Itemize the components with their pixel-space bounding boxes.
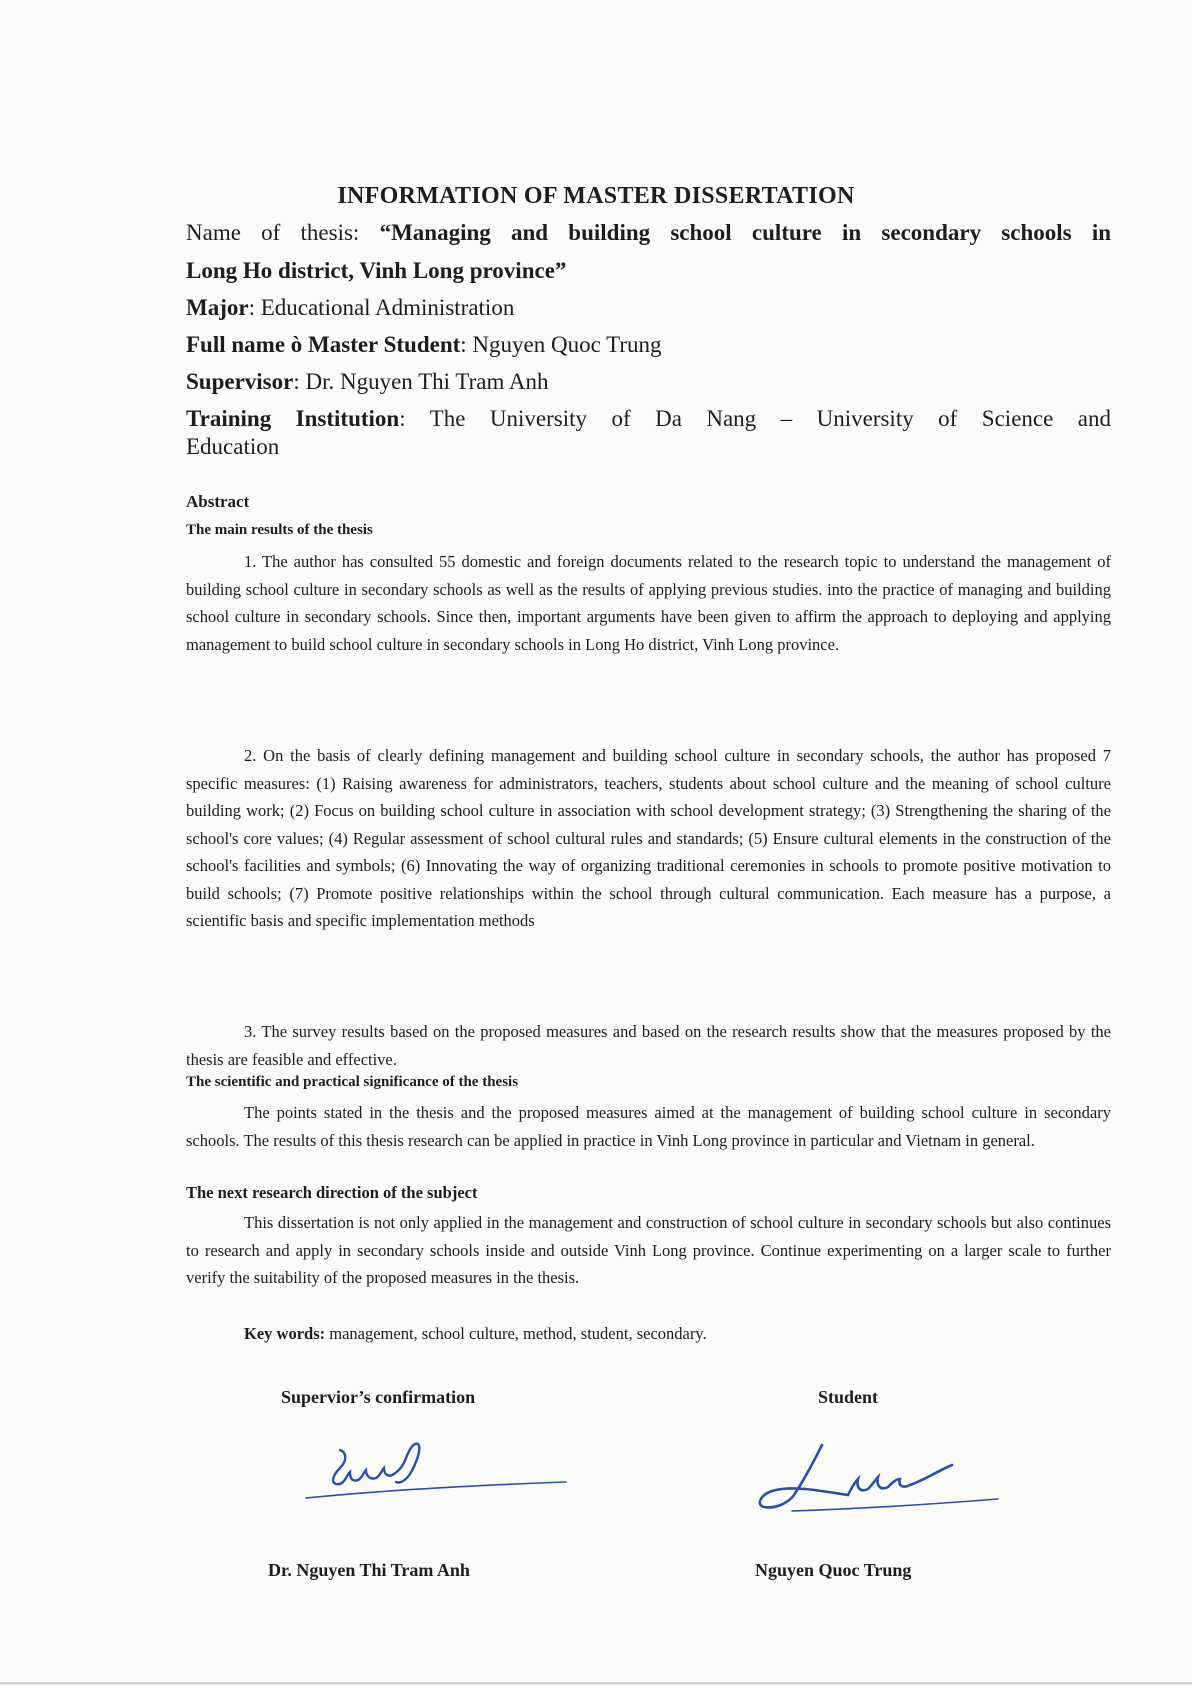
institution-continued: Education: [186, 434, 280, 459]
student-value: : Nguyen Quoc Trung: [460, 332, 662, 357]
thesis-name-continued: Long Ho district, Vinh Long province”: [186, 258, 567, 283]
student-line: [186, 332, 1111, 358]
thesis-name-line: [186, 220, 1111, 246]
major-value: : Educational Administration: [248, 295, 515, 320]
significance-paragraph: The points stated in the thesis and the proposed measures aimed at the management of building school culture in secondary schools. The results of this thesis research can be applied in practice in Vinh Long province in particular and Vietnam in general.: [186, 1103, 1111, 1150]
keywords-line: [186, 1320, 1111, 1348]
document-title: INFORMATION OF MASTER DISSERTATION: [337, 183, 855, 209]
student-heading: Student: [818, 1387, 879, 1407]
keywords-label: Key words:: [244, 1324, 326, 1343]
supervisor-signature-icon: [276, 1438, 576, 1528]
supervisor-name: Dr. Nguyen Thi Tram Anh: [268, 1560, 470, 1580]
student-label: Full name ò Master Student: [186, 332, 461, 357]
supervisor-value: : Dr. Nguyen Thi Tram Anh: [293, 369, 549, 394]
significance-heading: The scientific and practical significance of the thesis: [186, 1074, 519, 1090]
major-label: Major: [186, 295, 249, 320]
student-name: Nguyen Quoc Trung: [755, 1560, 912, 1580]
result-paragraph-3: 3. The survey results based on the proposed measures and based on the research results show that the measures proposed by the thesis are feasible and effective.: [186, 1022, 1111, 1069]
institution-line: [186, 406, 1111, 432]
supervisor-label: Supervisor: [186, 369, 294, 394]
supervisor-confirmation-heading: Supervior’s confirmation: [281, 1387, 476, 1407]
next-direction-paragraph: This dissertation is not only applied in the management and construction of school culture in secondary schools but also continues to research and apply in secondary schools inside and outside Vinh Long province. Continue experimenting on a larger scale to further verify the suitability of the proposed measures in the thesis.: [186, 1213, 1111, 1287]
supervisor-line: [186, 369, 1111, 395]
next-direction-heading: The next research direction of the subject: [186, 1183, 478, 1202]
student-signature-icon: [752, 1435, 1022, 1535]
result-paragraph-1: 1. The author has consulted 55 domestic and foreign documents related to the research topic to understand the management of building school culture in secondary schools as well as the results of applying previous studies. into the practice of managing and building school culture in secondary schools. Since then, important arguments have been given to affirm the approach to deploying and applying management to build school culture in secondary schools in Long Ho district, Vinh Long province.: [186, 552, 1111, 654]
main-results-heading: The main results of the thesis: [186, 522, 373, 538]
thesis-name: “Managing and building school culture in secondary schools in: [379, 220, 1112, 245]
major-line: [186, 295, 1111, 321]
thesis-label: Name of thesis:: [186, 220, 360, 245]
keywords-value: management, school culture, method, student, secondary.: [325, 1324, 707, 1343]
result-paragraph-2: 2. On the basis of clearly defining management and building school culture in secondary schools, the author has proposed 7 specific measures: (1) Raising awareness for administrators, teachers, students about school culture and the meaning of school culture building work; (2) Focus on building school culture in association with school development strategy; (3) Strengthening the sharing of the school's core values; (4) Regular assessment of school cultural rules and standards; (5) Ensure cultural elements in the construction of the school's facilities and symbols; (6) Innovating the way of organizing traditional ceremonies in schools to promote positive motivation to build schools; (7) Promote positive relationships within the school through cultural communication. Each measure has a purpose, a scientific basis and specific implementation methods: [186, 746, 1111, 930]
institution-value: : The University of Da Nang – University of Science and: [399, 406, 1112, 431]
institution-label: Training Institution: [186, 406, 400, 431]
abstract-heading: Abstract: [186, 492, 250, 511]
